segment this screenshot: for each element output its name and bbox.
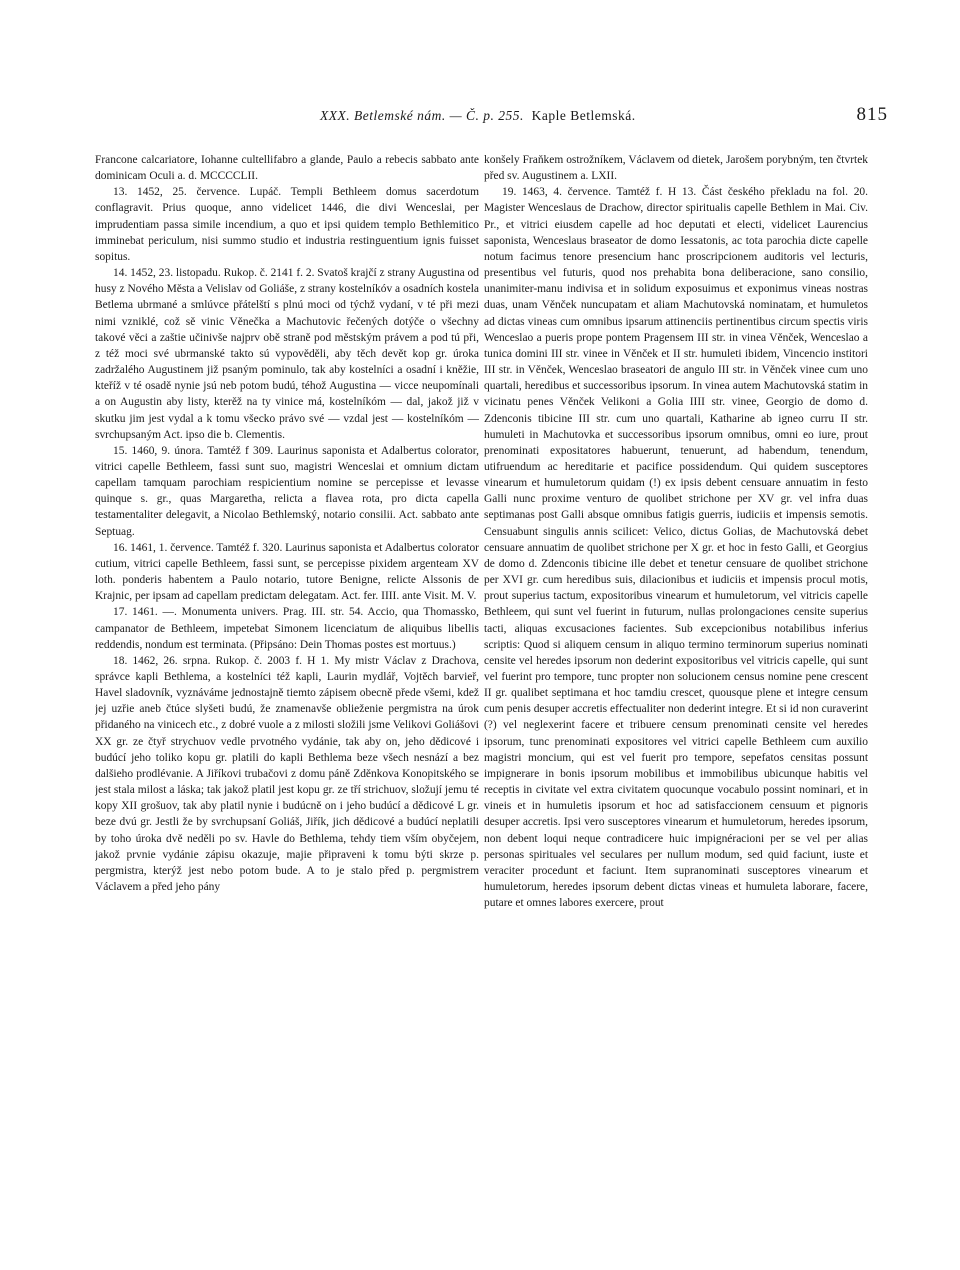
paragraph: konšely Fraňkem ostrožníkem, Václavem od dietek, Jarošem porybným, ten čtvrtek před sv. Augustinem a. LXII. — [484, 154, 868, 183]
right-column — [484, 152, 868, 1192]
paragraph: Francone calcariatore, Iohanne cultellifabro a glande, Paulo a rebecis sabbato ante dominicam Oculi a. d. MCCCCLII. — [95, 154, 479, 183]
paragraph: 14. 1452, 23. listopadu. Rukop. č. 2141 f. 2. Svatoš krajčí z strany Augustina od husy z Nového Města a Velislav od Goliáše, z strany kostelníkóv a osadních kostela Betlema ubrmané a smlúvce přátelští s plnú moci od týchž vydaní, v té při mezi nimi vzniklé, což sě vinic Věnečka a Machutovic řečených dotýče o všechny takové věci a zaštie učinivše najprv obě straně pod městským právem a pod tú při, z též moci své ubrmanské takto sú vypověděli, aby těch devět kop gr. úroka zadržalého Augustinem již psaným pominulo, tak aby kostelníci a osadní i kněžie, kteříž v té osadě nynie jsú neb potom budú, téhož Augustina — vicce neupomínali a on Augustin aby listy, kterěž na ty vinice má, kostelníkóm — dal, jakož již v skutku jim jest vydal a k tomu všecko právo své — vzdal jest — kostelníkóm — svrchupsaným Act. ipso die b. Clementis. — [95, 267, 479, 441]
paragraph: 18. 1462, 26. srpna. Rukop. č. 2003 f. H 1. My mistr Václav z Drachova, správce kapli Bethlema, a kostelníci též kapli, Laurin mydlář, Vojtěch barvieř, Havel sladovník, vyznáváme jednostajně tiemto zápisem obecně přede všemi, kdež jej uzřie aneb čtúce slyšeti budú, že znamenavše oblieženie pergmistra na úrok přidaného na vinicech etc., z dobré vuole a z milosti složili jsme Velikovi Goliášovi XX gr. ze čtyř strychuov vedle prvotného vydánie, tak aby on, jeho dědicové i budúcí jeho toliko kopu gr. platili do kapli Bethlema beze všech nesnází a bez dalšieho prodlévanie. A Jiříkovi trubačovi z domu páně Zděnkova Konopitského se jest stala milost a láska; tak jakož platil jest kopu gr. ze tří strichuov, složují jemu té kopy XII grošuov, tak aby platil nynie i budúcně on i jeho budúcí a dědicové L gr. beze dvú gr. Jestli že by svrchupsaní Goliáš, Jiřík, jich dědicové a budúcí neplatili by toho úroka dvě neděli po sv. Havle do Bethlema, tehdy tiem vším obyčejem, jakož prvnie vydánie zápisu okazuje, majie připraveni k tomu býti skrze p. pergmistra, kterýž jest nebo potom bude. A to je stalo před p. pergmistrem Václavem a před jeho pány — [95, 654, 479, 894]
running-head-section: XXX. Betlemské nám. — Č. p. 255. — [320, 108, 524, 123]
running-head-title: Kaple Betlemská. — [531, 108, 636, 123]
paragraph: 19. 1463, 4. července. Tamtéž f. H 13. Část českého překladu na fol. 20. Magister Wenceslaus de Drachow, director spiritualis capelle Bethlem in Mai. Civ. Pr., et vitrici eiusdem capelle ad hoc deputati et electi, videlicet Laurencius saponista, Wenceslaus braseator de domo Iessatonis, ac tota parochia dicte capelle notum facimus tenore presencium hanc proscripcionem auditoris vel lecturis, presentibus vel futuris, quod nos prehabita bona deliberacione, sano consilio, unanimiter-manu indivisa et in solidum exposuimus et exponimus vineas nostras duas, unam Věnček nuncupatam et aliam Machutovská nominatam, et humuletos ad dictas vineas cum omnibus ipsarum attinenciis pertinentibus circum spectis viris Wenceslao a pueris prope pontem Pragensem III str. in vinea Věnček, Wenceslao a tunica domini III str. vinee in Věnček et II str. humuleti ibidem, Vincencio institori III str. in Věnček, Wenceslao braseatori de angulo III str. in Věnček vinee cum uno quartali, heredibus et successoribus ipsorum. In vinea autem Machutovská statim in vicinatu penes Věnček Velikoni a Golia IIII str. vinee, Georgio de domo d. Zdenconis tibicine III str. cum uno quartali, Katharine ab igneo curru II str. humuleti in Machutovka et successoribus ipsorum omnibus, omni eo iure, prout prenominati expositatores habuerunt, tenuerunt, ad habendum, tenendum, utifruendum ac hereditarie et pacifice possidendum. Qui quidem susceptores vinearum et humuletorum quidam (!) ex ipsis debent censuare annuatim in festo Galli nunc proxime venturo de quolibet strichone per XV gr. vel infra duas septimanas post Galli absque omnibus fatigis guerris, iudiciis et impensis semotis. Censuabunt singulis annis scilicet: Velico, dictus Golias, de Machutovská debet censuare annuatim de quolibet strichone per X gr. et hoc in festo Galli, et Georgius de domo d. Zdenconis tibicine ille debet et tenetur censuare de quolibet strichone per XVI gr. cum heredibus suis, dilacionibus et iudiciis et impensis procul motis, prout superius tactum, expositoribus vinearum et humuletorum, vel vitricis capelle Bethleem, qui sunt vel fuerint in futurum, nullas prolongaciones censite superius tacti, aliquas excusaciones facientes. Sub excepcionibus notabilibus inferius scriptis: Quod si aliquem censum in aliquo termino terminorum superius nominati censite vel heredes ipsorum non dederint expositoribus vel vitricis capelle, qui sunt vel fuerint pro tempore, tunc propter non solucionem census nomine pene crescent II gr. qualibet septimana et hoc tamdiu crescet, quousque plene et integre censum cum penis desuper accretis effectualiter non dederint integre. Et si id non curaverint (?) vel neglexerint facere et tribuere censum prenominati censite vel heredes ipsorum, tunc prenominati expositores vel vitrici capelle Bethleem cum auxilio magistri moncium, qui est vel fuerit pro tempore, sepefatos censitas possunt impignerare in bonis ipsorum mobilibus et immobilibus ubicunque habitis vel receptis in civitate vel extra civitatem quocunque vocabulo possint nominari, et in vineis et in humuletis ipsorum et hoc ad satisfaccionem censuum et pignoris desuper accretis. Ipsi vero susceptores vinearum et humuletorum, heredes ipsorum, non debent loqui neque contradicere huic impignéracioni per se vel per alias personas spirituales vel seculares per nullum modum, sed quid faciunt, iuste et veraciter procedunt et faciunt. Item supranominati susceptores vinearum et humuletorum, heredes ipsorum debent dictas vineas et humuleta laborare, facere, putare et omnes labores exercere, prout — [484, 186, 868, 910]
paragraph: 13. 1452, 25. července. Lupáč. Templi Bethleem domus sacerdotum conflagravit. Prius quoque, anno videlicet 1446, die divi Wenceslai, per imprudentiam passa simile incendium, a quo et ipsi quidem templo Bethlemitico imminebat periculum, nisi summo studio et industria restinguentium ignis fuisset sopitus. — [95, 186, 479, 263]
running-head — [320, 108, 636, 124]
paragraph: 15. 1460, 9. února. Tamtéž f 309. Laurinus saponista et Adalbertus colorator, vitrici capelle Bethleem, fassi sunt suo, magistri Wenceslai et omnium dictam capellam tamquam parochiam respicientium nomine se percepisse et levasse quinque s. gr., quas Margaretha, relicta a flavea rota, pro dicta capella testamentaliter delegavit, a Nicolao Bethlemský, notario consilii. Act. sabbato ante Septuag. — [95, 444, 479, 538]
paragraph: 17. 1461. —. Monumenta univers. Prag. III. str. 54. Accio, qua Thomassko, campanator de Bethleem, impetebat Simonem licenciatum de aliquibus libellis reddendis, nondum est terminata. (Připsáno: Dein Thomas postes est mortuus.) — [95, 606, 479, 651]
page-number: 815 — [856, 104, 888, 125]
paragraph: 16. 1461, 1. července. Tamtéž f. 320. Laurinus saponista et Adalbertus colorator cutium, vitrici capelle Bethleem, fassi sunt, se percepisse pixidem argenteam XV loth. ponderis habentem a Paulo notario, tutore Benigne, relicte Alssonis de Krajnic, per ipsam ad capellam predictam delegatam. Act. fer. IIII. ante Visit. M. V. — [95, 541, 479, 603]
page-header — [0, 104, 960, 130]
left-column — [95, 152, 479, 1192]
